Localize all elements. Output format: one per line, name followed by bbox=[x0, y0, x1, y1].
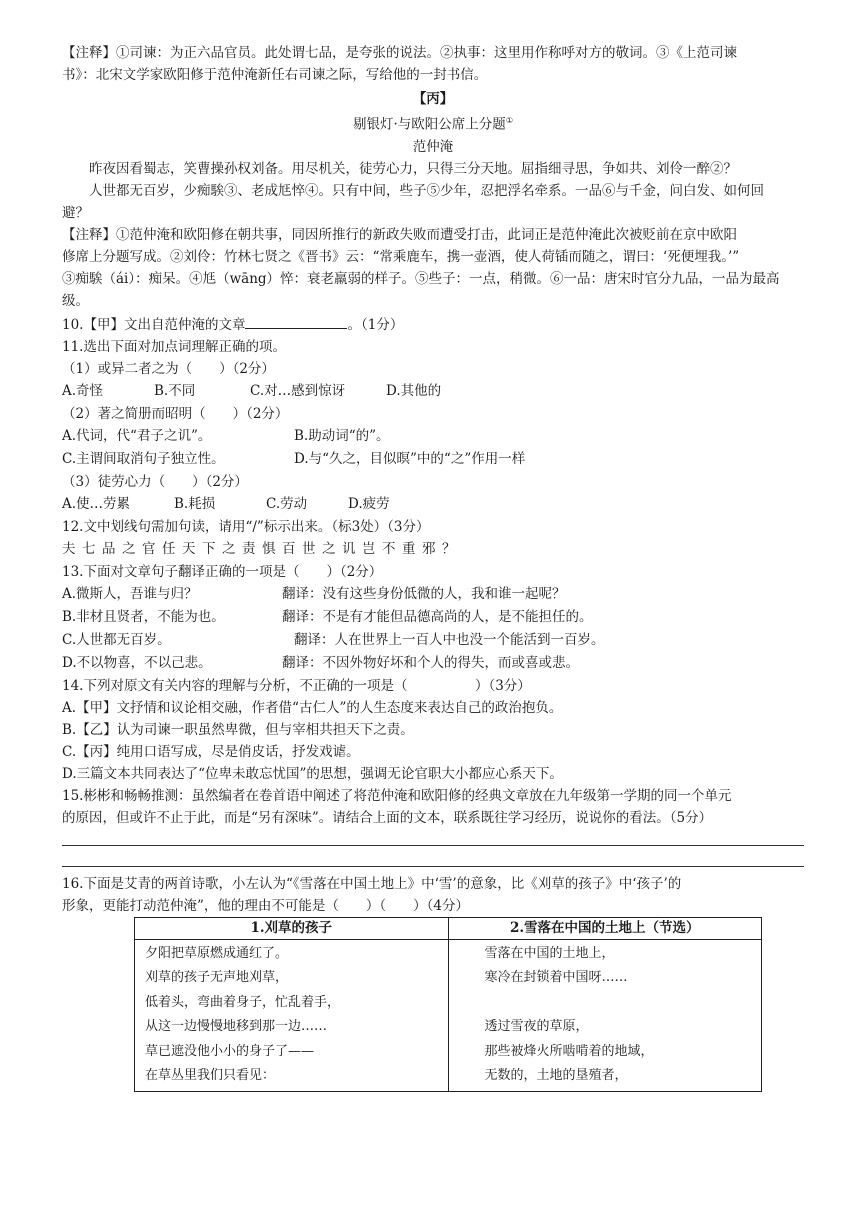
question-13-option-d[interactable]: D.不以物喜，不以己悲。 翻译：不因外物好坏和个人的得失，而或喜或悲。 bbox=[62, 654, 579, 671]
option[interactable]: B.不同 bbox=[154, 382, 196, 399]
poem-line-2: 人世都无百岁，少痴騃③、老成尪悴④。只有中间，些子⑤少年，忍把浮名牵系。一品⑥与千金，问白发、如何回 bbox=[89, 182, 764, 199]
poem-line: 低着头，弯曲着身子，忙乱着手， bbox=[145, 994, 341, 1010]
note-top-line-1: 【注释】①司谏：为正六品官员。此处谓七品，是夸张的说法。②执事：这里用作称呼对方的敬词。③《上范司谏 bbox=[62, 45, 737, 61]
question-13-option-c[interactable]: C.人世都无百岁。 翻译：人在世界上一百人中也没一个能活到一百岁。 bbox=[62, 631, 605, 648]
option[interactable]: A.使…劳累 bbox=[62, 495, 131, 512]
question-11-part-2-options-row-2 bbox=[62, 448, 804, 471]
question-11-stem: 11.选出下面对加点词理解正确的项。 bbox=[62, 338, 286, 355]
poem-line: 雪落在中国的土地上， bbox=[484, 945, 615, 961]
poem-author: 范仲淹 bbox=[412, 138, 454, 155]
poem-line: 刈草的孩子无声地刈草， bbox=[145, 970, 289, 985]
poems-table bbox=[134, 917, 762, 1092]
note-top-line-2: 书》：北宋文学家欧阳修于范仲淹新任右司谏之际，写给他的一封书信。 bbox=[62, 67, 488, 83]
question-12-stem: 12.文中划线句需加句读，请用“/”标示出来。（标3处）（3分） bbox=[62, 518, 430, 535]
option[interactable]: D.疲劳 bbox=[348, 495, 390, 512]
poem-line bbox=[485, 991, 752, 1016]
left-poem-title: 1.刈草的孩子 bbox=[135, 917, 449, 939]
question-14-option-b[interactable]: B.【乙】认为司谏一职虽然卑微，但与宰相共担天下之责。 bbox=[62, 721, 414, 738]
option[interactable]: D.其他的 bbox=[386, 382, 442, 399]
exam-page bbox=[62, 42, 804, 1092]
option[interactable]: C.主谓间取消句子独立性。 bbox=[62, 450, 225, 467]
poem-title-footnote-mark: ① bbox=[505, 116, 513, 125]
answer-blank[interactable] bbox=[245, 314, 347, 329]
option[interactable]: B.助动词“的”。 bbox=[294, 427, 390, 444]
question-15-line-2: 的原因，但或许不止于此，而是“另有深味”。请结合上面的文本，联系既往学习经历，说说你的看法。（5分） bbox=[62, 809, 713, 826]
question-11-part-2-options-row-1 bbox=[62, 425, 804, 448]
question-12-sentence[interactable]: 夫七品之官任天下之责惧百世之讥岂不重邪？ bbox=[62, 540, 462, 557]
left-poem-body bbox=[135, 939, 449, 1091]
question-16-line-1: 16.下面是艾青的两首诗歌，小左认为“《雪落在中国土地上》中‘雪’的意象，比《刈草的孩子》中‘孩子’的 bbox=[62, 875, 682, 892]
question-14-option-d[interactable]: D.三篇文本共同表达了“位卑未敢忘忧国”的思想，强调无论官职大小都应心系天下。 bbox=[62, 765, 563, 782]
question-11-part-3: （3）徒劳心力（ ）（2分） bbox=[62, 473, 248, 490]
question-10: 10.【甲】文出自范仲淹的文章 。（1分） bbox=[62, 314, 804, 336]
question-14-option-a[interactable]: A.【甲】文抒情和议论相交融，作者借“古仁人”的人生态度来表达自己的政治抱负。 bbox=[62, 699, 563, 716]
poem-line-3: 避？ bbox=[62, 204, 89, 221]
option[interactable]: A.奇怪 bbox=[62, 382, 104, 399]
note-bing-line-1: 【注释】①范仲淹和欧阳修在朝共事，同因所推行的新政失败而遭受打击，此词正是范仲淹此次被贬前在京中欧阳 bbox=[62, 226, 737, 243]
poem-line: 无数的，土地的垦殖者， bbox=[484, 1068, 628, 1083]
poem-line: 夕阳把草原燃成通红了。 bbox=[145, 945, 289, 961]
question-16-line-2: 形象，更能打动范仲淹”，他的理由不可能是（ ）（ ）（4分） bbox=[62, 897, 469, 914]
question-11-part-3-options bbox=[62, 493, 804, 516]
poem-line: 草已遮没他小小的身子了—— bbox=[145, 1043, 315, 1059]
right-poem-body bbox=[448, 939, 762, 1091]
note-bing-line-4: 级。 bbox=[62, 292, 89, 309]
option[interactable]: A.代词，代“君子之讥”。 bbox=[62, 427, 212, 444]
question-13-option-a[interactable]: A.微斯人，吾谁与归？ 翻译：没有这些身份低微的人，我和谁一起呢？ bbox=[62, 585, 566, 602]
option[interactable]: C.劳动 bbox=[266, 495, 308, 512]
question-13-option-b[interactable]: B.非材且贤者，不能为也。 翻译：不是有才能但品德高尚的人，是不能担任的。 bbox=[62, 608, 593, 625]
section-bing-heading: 【丙】 bbox=[412, 91, 454, 107]
poem-line-1: 昨夜因看蜀志，笑曹操孙权刘备。用尽机关，徒劳心力，只得三分天地。屈指细寻思，争如共、刘伶一醉②？ bbox=[89, 160, 737, 177]
right-poem-title: 2.雪落在中国的土地上（节选） bbox=[448, 917, 762, 939]
poem-line: 透过雪夜的草原， bbox=[484, 1019, 589, 1034]
note-bing-line-2: 修席上分题写成。②刘伶：竹林七贤之《晋书》云：“常乘鹿车，携一壶酒，使人荷锸而随之，谓曰：‘死便埋我。’” bbox=[62, 248, 740, 265]
option[interactable]: B.耗损 bbox=[174, 495, 216, 512]
question-15-line-1: 15.彬彬和畅畅推测：虽然编者在卷首语中阐述了将范仲淹和欧阳修的经典文章放在九年级第一学期的同一个单元 bbox=[62, 787, 732, 804]
poem-title: 剔银灯·与欧阳公席上分题① bbox=[353, 116, 513, 133]
question-13-stem: 13.下面对文章句子翻译正确的一项是（ ）（2分） bbox=[62, 563, 383, 580]
question-11-part-1-options bbox=[62, 380, 804, 403]
option[interactable]: D.与“久之，目似暝”中的“之”作用一样 bbox=[294, 450, 526, 467]
question-11-part-1: （1）或异二者之为（ ）（2分） bbox=[62, 360, 275, 377]
question-14-stem: 14.下列对原文有关内容的理解与分析，不正确的一项是（ ）（3分） bbox=[62, 677, 531, 694]
poem-line: 从这一边慢慢地移到那一边…… bbox=[145, 1019, 328, 1034]
question-11-part-2: （2）著之简册而昭明（ ）（2分） bbox=[62, 405, 289, 422]
note-bing-line-3: ③痴騃（ái）：痴呆。④尪（wāng）悴：衰老羸弱的样子。⑤些子：一点，稍微。⑥一品：唐宋时官分九品，一品为最高 bbox=[62, 270, 780, 287]
poem-line: 那些被烽火所啮啃着的地域， bbox=[484, 1043, 654, 1059]
poem-line: 在草丛里我们只看见： bbox=[145, 1068, 276, 1083]
option[interactable]: C.对…感到惊讶 bbox=[250, 382, 346, 399]
question-14-option-c[interactable]: C.【丙】纯用口语写成，尽是俏皮话，抒发戏谑。 bbox=[62, 743, 360, 760]
poem-line: 寒冷在封锁着中国呀…… bbox=[484, 970, 628, 985]
